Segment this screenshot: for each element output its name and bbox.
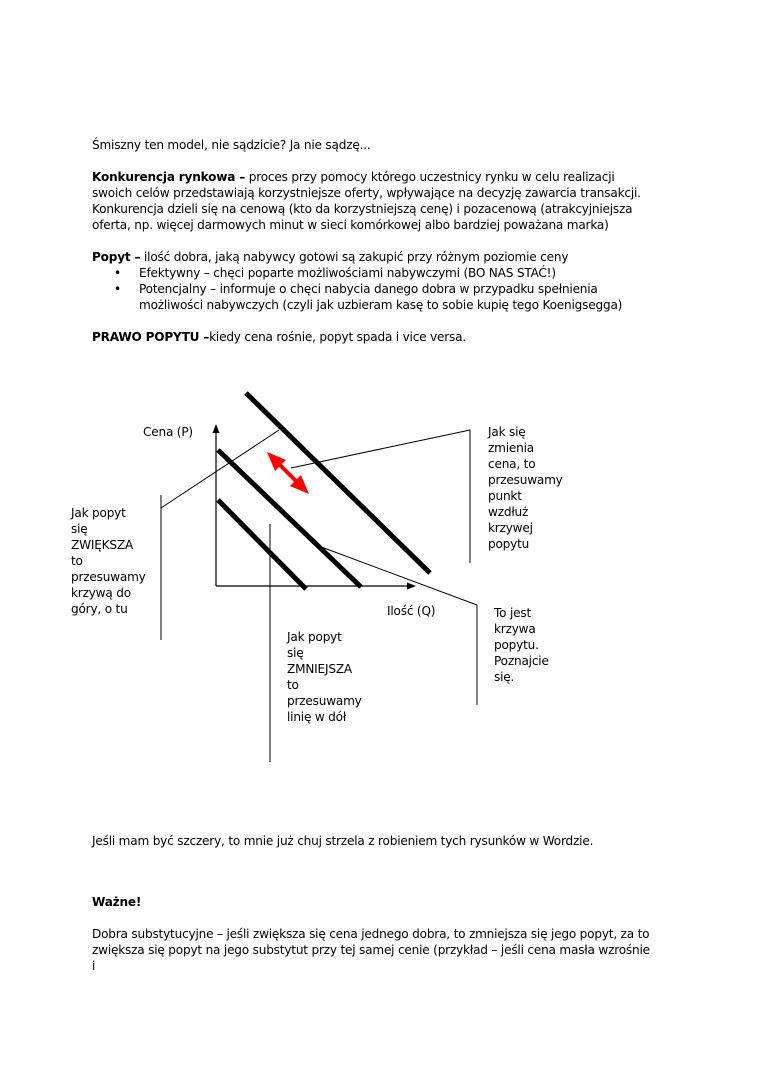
price-change-arrow [279, 464, 297, 482]
callout-line-left [161, 430, 279, 508]
callout-label-bottom: Jak popyt się ZMNIEJSZA to przesuwamy linię w dół [287, 630, 362, 724]
important-heading-paragraph [92, 894, 652, 910]
comment-paragraph: Jeśli mam być szczery, to mnie już chuj strzela z robieniem tych rysunków w Wordzie. [92, 834, 594, 848]
callout-label-right-bottom: To jest krzywa popytu. Poznajcie się. [494, 606, 549, 684]
popyt-definition: ilość dobra, jaką nabywcy gotowi są zakupić przy różnym poziomie ceny [140, 250, 569, 264]
konkurencja-term: Konkurencja rynkowa – [92, 170, 246, 184]
callout-line-right-bottom [316, 545, 477, 605]
demand-curve-upper [246, 393, 430, 573]
callout-label-right-top: Jak się zmienia cena, to przesuwamy punkt wzdłuż krzywej popytu [488, 425, 563, 551]
bullet-text: Potencjalny – informuje o chęci nabycia danego dobra w przypadku spełnienia możliwości nabywczych (czyli jak uzbieram kasę to sobie kupię tego Koenigsegga) [139, 282, 623, 312]
important-section [92, 894, 652, 974]
bullet-text: Efektywny – chęci poparte możliwościami nabywczymi (BO NAS STAĆ!) [139, 266, 556, 280]
callout-line-right-top [291, 430, 470, 468]
substytucyjne-paragraph: Dobra substytucyjne – jeśli zwiększa się cena jednego dobra, to zmniejsza się jego popyt, za to zwiększa się popyt na jego substytut przy tej samej cenie (przykład – jeśli cena masła wzrośnie i [92, 927, 650, 973]
bullet-icon: • [114, 282, 121, 296]
konkurencja-definition: proces przy pomocy którego uczestnicy rynku w celu realizacji swoich celów przedstawiają korzystniejsze oferty, wpływające na decyzję zawarcia transakcji. Konkurencja dzieli się na cenową (kto da korzystniejszą cenę) i pozacenową (atrakcyjniejsza oferta, np. więcej darmowych minut w sieci komórkowej albo bardziej poważana marka) [92, 170, 641, 232]
demand-curve-lower [218, 500, 306, 589]
popyt-term: Popyt – [92, 250, 141, 264]
intro-paragraph: Śmiszny ten model, nie sądzicie? Ja nie sądzę... [92, 138, 371, 152]
bullet-icon: • [114, 266, 121, 280]
callout-label-left: Jak popyt się ZWIĘKSZA to przesuwamy krzywą do góry, o tu [71, 506, 146, 616]
prawo-definition: kiedy cena rośnie, popyt spada i vice versa. [209, 330, 466, 344]
x-axis-arrowhead-icon [407, 583, 416, 590]
x-axis-label: Ilość (Q) [387, 604, 436, 618]
document-body-lower [92, 833, 652, 849]
important-heading: Ważne! [92, 895, 142, 909]
prawo-term: PRAWO POPYTU – [92, 330, 210, 344]
y-axis-label: Cena (P) [143, 425, 193, 439]
y-axis-arrowhead-icon [213, 424, 220, 433]
